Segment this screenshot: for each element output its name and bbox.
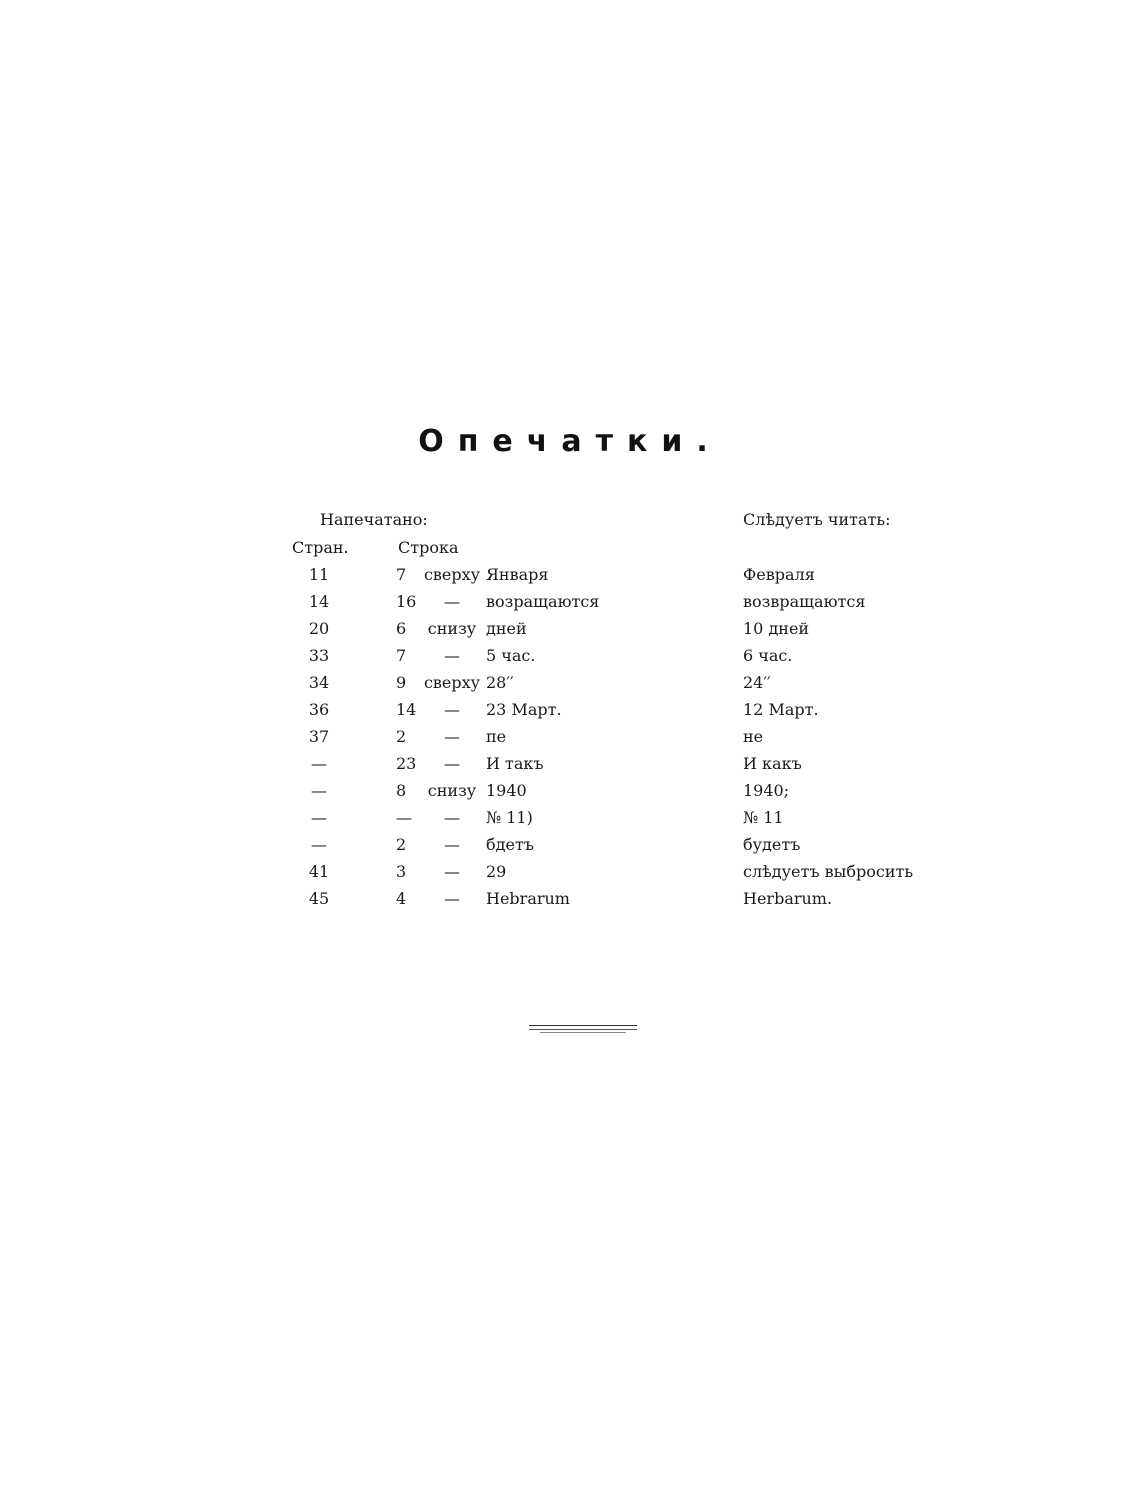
cell-correct: № 11	[743, 808, 784, 827]
cell-position: —	[444, 889, 460, 908]
cell-position: —	[444, 700, 460, 719]
cell-printed: 1940	[486, 781, 527, 800]
cell-correct: 10 дней	[743, 619, 810, 638]
header-page: Стран.	[292, 538, 349, 557]
cell-line: 6	[396, 619, 407, 638]
cell-correct: возвращаются	[743, 592, 866, 611]
cell-page: 41	[308, 862, 330, 881]
cell-position: сверху	[423, 673, 481, 692]
table-row	[0, 781, 1140, 808]
cell-page: —	[311, 835, 327, 854]
cell-correct: 6 час.	[743, 646, 793, 665]
cell-position: —	[444, 592, 460, 611]
table-row	[0, 889, 1140, 916]
table-row	[0, 646, 1140, 673]
header-printed: Напечатано:	[320, 510, 428, 529]
cell-correct: будетъ	[743, 835, 801, 854]
cell-correct: 24′′	[743, 673, 771, 692]
cell-page: 14	[308, 592, 330, 611]
cell-page: 45	[308, 889, 330, 908]
cell-printed: 23 Март.	[486, 700, 562, 719]
cell-printed: бдетъ	[486, 835, 534, 854]
cell-page: —	[311, 808, 327, 827]
cell-line: 23	[396, 754, 417, 773]
cell-position: —	[444, 862, 460, 881]
cell-position: —	[444, 646, 460, 665]
cell-line: 16	[396, 592, 417, 611]
table-row	[0, 592, 1140, 619]
cell-correct: 12 Март.	[743, 700, 819, 719]
cell-line: 7	[396, 646, 407, 665]
table-row	[0, 754, 1140, 781]
page-title: Опечатки.	[418, 424, 722, 459]
cell-page: 33	[308, 646, 330, 665]
cell-line: 2	[396, 727, 407, 746]
header-line: Строка	[398, 538, 459, 557]
rule-line	[529, 1029, 637, 1030]
rule-line	[529, 1025, 637, 1026]
table-row	[0, 619, 1140, 646]
cell-line: 14	[396, 700, 417, 719]
cell-line: 8	[396, 781, 407, 800]
cell-page: 20	[308, 619, 330, 638]
cell-printed: Января	[486, 565, 549, 584]
cell-line: 2	[396, 835, 407, 854]
rule-line	[540, 1032, 626, 1033]
table-row	[0, 727, 1140, 754]
table-row	[0, 673, 1140, 700]
cell-page: 34	[308, 673, 330, 692]
cell-position: —	[444, 808, 460, 827]
cell-position: снизу	[427, 781, 477, 800]
cell-line: 4	[396, 889, 407, 908]
cell-line: 3	[396, 862, 407, 881]
cell-correct: Февраля	[743, 565, 815, 584]
cell-correct: слѣдуетъ выбросить	[743, 862, 914, 881]
cell-printed: пе	[486, 727, 507, 746]
cell-position: —	[444, 835, 460, 854]
cell-printed: 28′′	[486, 673, 514, 692]
table-row	[0, 808, 1140, 835]
cell-position: —	[444, 727, 460, 746]
cell-printed: 29	[486, 862, 507, 881]
cell-line: —	[396, 808, 412, 827]
cell-page: 36	[308, 700, 330, 719]
cell-correct: 1940;	[743, 781, 790, 800]
cell-page: 37	[308, 727, 330, 746]
cell-correct: И какъ	[743, 754, 802, 773]
table-row	[0, 565, 1140, 592]
cell-printed: дней	[486, 619, 527, 638]
cell-printed: возращаются	[486, 592, 600, 611]
cell-page: —	[311, 754, 327, 773]
cell-position: —	[444, 754, 460, 773]
header-should-read: Слѣдуетъ читать:	[743, 510, 891, 529]
cell-page: 11	[308, 565, 330, 584]
cell-printed: № 11)	[486, 808, 533, 827]
cell-line: 9	[396, 673, 407, 692]
cell-position: сверху	[423, 565, 481, 584]
cell-printed: И такъ	[486, 754, 544, 773]
table-row	[0, 862, 1140, 889]
table-row	[0, 835, 1140, 862]
cell-correct: Herbarum.	[743, 889, 833, 908]
table-row	[0, 700, 1140, 727]
cell-position: снизу	[427, 619, 477, 638]
cell-printed: Hebrarum	[486, 889, 570, 908]
cell-page: —	[311, 781, 327, 800]
cell-printed: 5 час.	[486, 646, 536, 665]
cell-line: 7	[396, 565, 407, 584]
cell-correct: не	[743, 727, 764, 746]
